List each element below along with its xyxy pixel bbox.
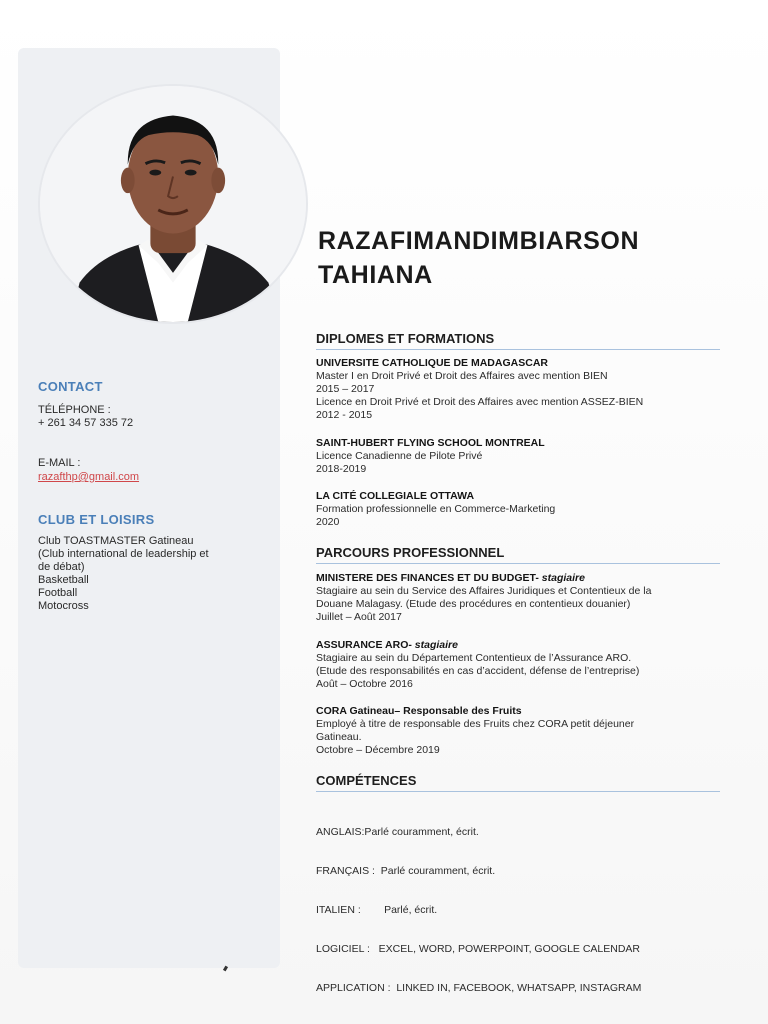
club-list [38, 535, 268, 613]
job-entry [316, 705, 726, 757]
candidate-name [318, 224, 639, 292]
job-employer: MINISTERE DES FINANCES ET DU BUDGET- [316, 572, 539, 584]
job-line: Douane Malagasy. (Etude des procédures en contentieux douanier) [316, 598, 631, 610]
name-line-1: RAZAFIMANDIMBIARSON [318, 227, 640, 255]
club-heading: CLUB ET LOISIRS [38, 512, 155, 527]
diplome-line: Formation professionnelle en Commerce-Marketing [316, 503, 556, 515]
email-link[interactable]: razafthp@gmail.com [38, 471, 140, 483]
diplome-school: UNIVERSITE CATHOLIQUE DE MADAGASCAR [316, 357, 548, 369]
diplome-line: 2018-2019 [316, 463, 367, 475]
diplome-school: SAINT-HUBERT FLYING SCHOOL MONTREAL [316, 437, 545, 449]
job-line: Stagiaire au sein du Service des Affaires Juridiques et Contentieux de la [316, 585, 652, 597]
competences-title: COMPÉTENCES [316, 773, 720, 792]
job-line: Août – Octobre 2016 [316, 678, 413, 690]
parcours-title: PARCOURS PROFESSIONNEL [316, 545, 720, 564]
skill-line: APPLICATION : LINKED IN, FACEBOOK, WHATSAPP, INSTAGRAM [316, 982, 642, 994]
club-item: de débat) [38, 561, 85, 573]
club-item: Basketball [38, 574, 89, 586]
job-role: stagiaire [538, 572, 585, 584]
club-item: Football [38, 587, 78, 599]
job-line: (Etude des responsabilités en cas d’accident, défense de l’entreprise) [316, 665, 640, 677]
diplome-entry [316, 490, 726, 529]
diplome-entry [316, 437, 726, 476]
diplome-line: 2020 [316, 516, 340, 528]
club-item: Motocross [38, 600, 89, 612]
club-item: (Club international de leadership et [38, 548, 209, 560]
skill-line: FRANÇAIS : Parlé couramment, écrit. [316, 865, 496, 877]
job-title [316, 572, 726, 585]
job-employer: CORA Gatineau– Responsable des Fruits [316, 705, 522, 717]
diplome-line: Licence Canadienne de Pilote Privé [316, 450, 483, 462]
diplome-line: Master I en Droit Privé et Droit des Affaires avec mention BIEN [316, 370, 608, 382]
diplome-line: 2015 – 2017 [316, 383, 375, 395]
skill-line: LOGICIEL : EXCEL, WORD, POWERPOINT, GOOGLE CALENDAR [316, 943, 641, 955]
diplome-school: LA CITÉ COLLEGIALE OTTAWA [316, 490, 475, 502]
profile-photo [38, 84, 308, 324]
skills-list [316, 800, 726, 1008]
job-line: Octobre – Décembre 2019 [316, 744, 440, 756]
diplome-entry [316, 357, 726, 422]
phone-label: TÉLÉPHONE : [38, 404, 111, 416]
job-line: Employé à titre de responsable des Fruits chez CORA petit déjeuner [316, 718, 635, 730]
job-entry [316, 639, 726, 691]
skill-line: ITALIEN : Parlé, écrit. [316, 904, 438, 916]
diplome-line: 2012 - 2015 [316, 409, 373, 421]
name-line-2: TAHIANA [318, 261, 433, 289]
job-entry [316, 572, 726, 624]
club-item: Club TOASTMASTER Gatineau [38, 535, 194, 547]
job-line: Juillet – Août 2017 [316, 611, 402, 623]
contact-heading: CONTACT [38, 379, 103, 394]
job-line: Gatineau. [316, 731, 362, 743]
job-line: Stagiaire au sein du Département Contentieux de l’Assurance ARO. [316, 652, 632, 664]
phone-value: + 261 34 57 335 72 [38, 417, 134, 429]
job-title [316, 705, 726, 718]
diplome-line: Licence en Droit Privé et Droit des Affaires avec mention ASSEZ-BIEN [316, 396, 644, 408]
portrait-image [40, 86, 306, 322]
job-employer: ASSURANCE ARO- [316, 639, 412, 651]
job-title [316, 639, 726, 652]
job-role: stagiaire [411, 639, 458, 651]
skill-line: ANGLAIS:Parlé couramment, écrit. [316, 826, 479, 838]
diplomes-title: DIPLOMES ET FORMATIONS [316, 331, 720, 350]
email-label: E-MAIL : [38, 457, 81, 469]
